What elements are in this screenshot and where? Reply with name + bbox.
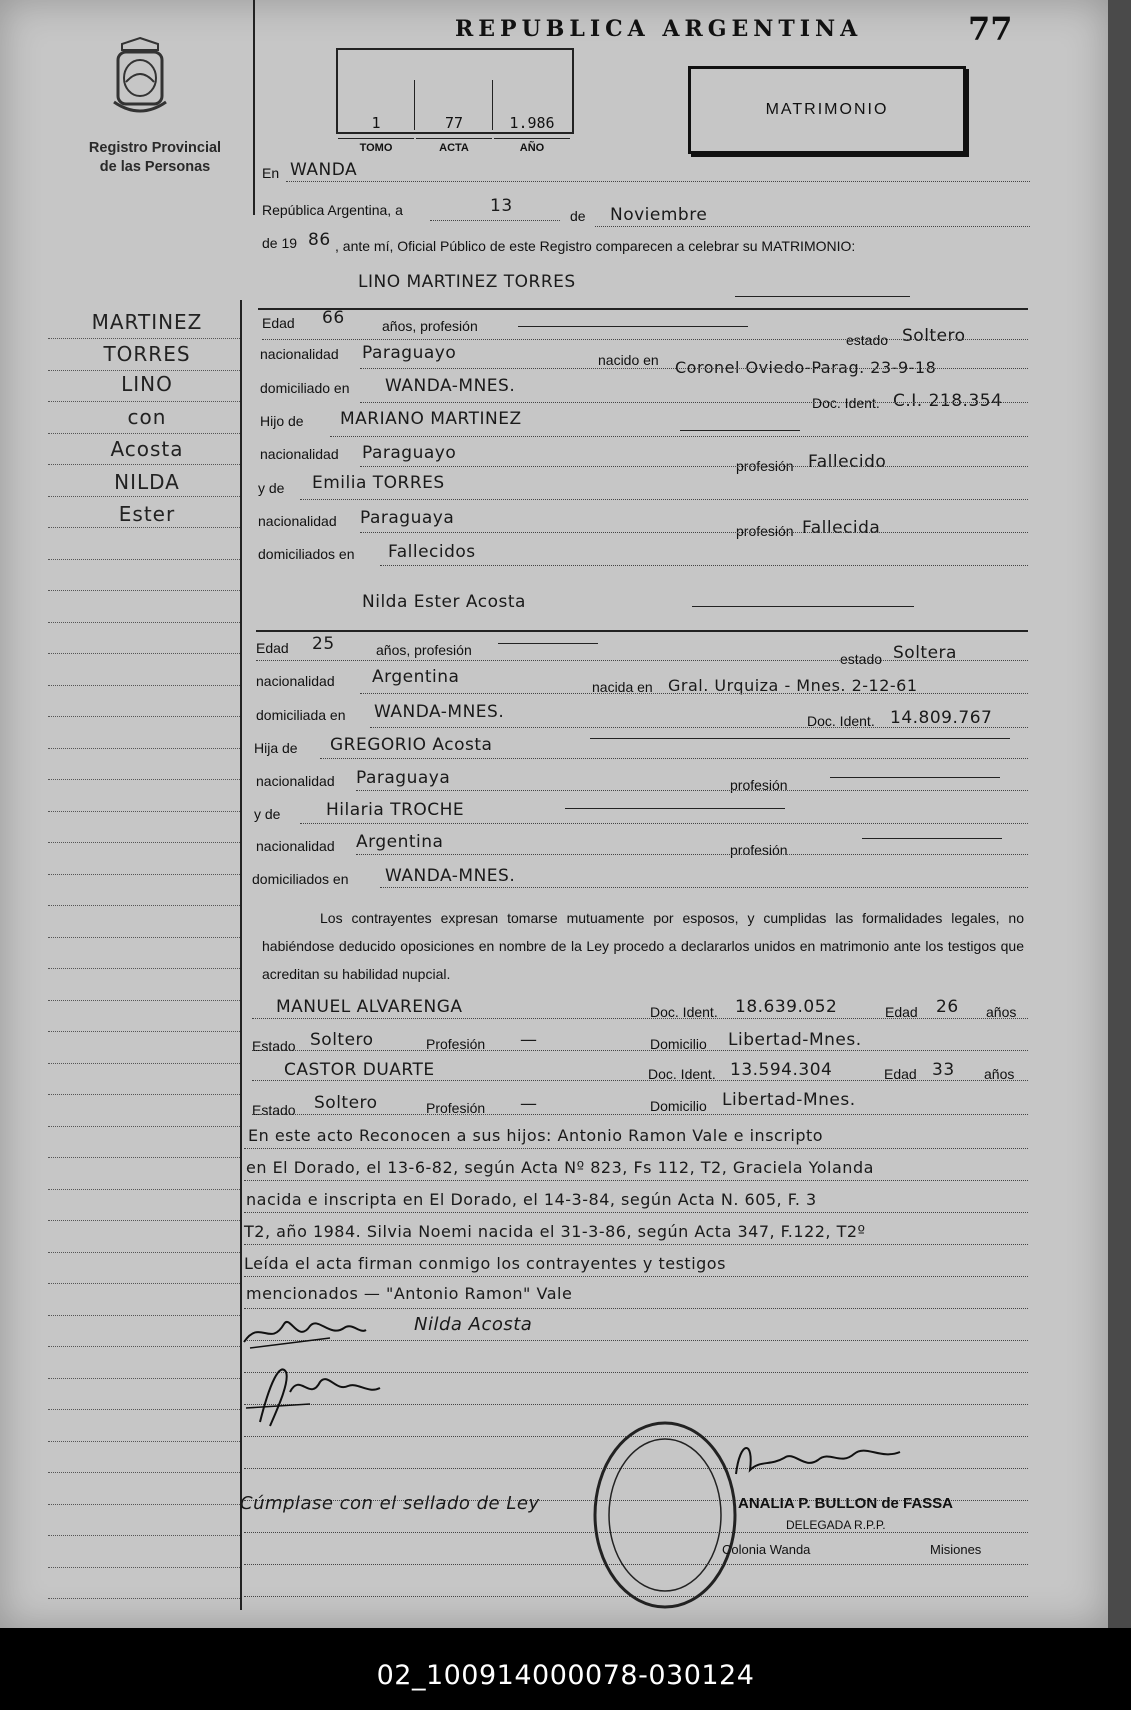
witness-1-estado-label: Estado [252,1038,296,1054]
witness-2-domicilio: Libertad-Mnes. [722,1090,856,1110]
nacida-label: nacida en [592,679,653,695]
official-stamp [590,1418,740,1613]
page-number: 77 [968,10,1013,48]
margin-line [48,937,240,938]
margin-line [48,716,240,717]
margin-name: Acosta [110,437,184,461]
groom-mother: Emilia TORRES [312,473,445,493]
margin-line [48,968,240,969]
margin-line [48,779,240,780]
bride-mother-nationality: Argentina [356,832,444,852]
margin-line [48,496,240,497]
dotted-line [360,466,1028,467]
ano-value: 1.986 [509,114,555,132]
provincial-crest-icon [108,36,172,122]
dotted-line [244,1212,1028,1213]
witness-2-estado: Soltero [314,1093,378,1113]
nacido-label: nacido en [598,352,659,368]
groom-father-nationality: Paraguayo [362,443,457,463]
margin-line [48,590,240,591]
margin-line [48,905,240,906]
margin-line [48,338,240,339]
acta-value: 77 [444,114,464,132]
margin-line [48,1472,240,1473]
groom-mother-profession: Fallecida [802,518,881,538]
dotted-line [244,1180,1028,1181]
dotted-line [262,339,1028,340]
dash-line [498,643,598,644]
day-value: 13 [490,196,513,216]
tomo-value: 1 [371,114,381,132]
dotted-line [360,402,1028,403]
dotted-line [256,660,1028,661]
margin-line [48,1598,240,1599]
margin-line [48,1504,240,1505]
year-prefix: de 19 [262,235,298,251]
dotted-line [370,727,1028,728]
margin-line [48,1409,240,1410]
witness-1-doc-label: Doc. Ident. [650,1004,718,1020]
bride-age: 25 [312,634,335,654]
margin-line [48,1535,240,1536]
dotted-line [356,854,1028,855]
year-suffix: 86 [308,230,331,250]
image-caption: 02_100914000078-030124 [376,1660,755,1691]
margin-line [48,685,240,686]
groom-mother-nationality: Paraguaya [360,508,455,528]
doc-ident-label: Doc. Ident. [807,713,875,729]
witness-1-age: 26 [936,997,959,1017]
registry-line-1: Registro Provincial [88,140,222,156]
margin-line [48,811,240,812]
witness-2-name: CASTOR DUARTE [284,1060,435,1080]
dotted-line [356,790,1028,791]
margin-line [48,1000,240,1001]
document-type-box [688,66,966,154]
dotted-line [286,181,1030,182]
nacionalidad-label: nacionalidad [256,838,335,854]
handwritten-note-line-5: Leída el acta firman conmigo los contrayentes y testigos [244,1254,726,1273]
dotted-line [300,823,1028,824]
handwritten-note-line-2: en El Dorado, el 13-6-82, según Acta Nº 823, Fs 112, T2, Graciela Yolanda [246,1158,874,1177]
margin-line [48,370,240,371]
margin-name: MARTINEZ [91,310,203,334]
profesion-label: profesión [736,458,794,474]
margin-line [48,842,240,843]
margin-line [48,1157,240,1158]
hijo-label: Hijo de [260,413,304,429]
profesion-label: profesión [730,777,788,793]
margin-divider [253,0,255,215]
bride-domicile: WANDA-MNES. [374,702,505,722]
witness-1-domicilio: Libertad-Mnes. [728,1030,862,1050]
official-province: Misiones [930,1542,982,1557]
groom-estado: Soltero [902,326,966,346]
witness-2-doc: 13.594.304 [730,1060,833,1080]
margin-line [48,401,240,402]
witness-2-profesion: — [520,1094,538,1114]
bride-estado: Soltera [893,643,957,663]
dotted-line [252,1114,1028,1115]
compare-text: , ante mí, Oficial Público de este Registro comparecen a celebrar su MATRIMONIO: [335,238,856,254]
dash-line [735,296,910,297]
margin-name: con [127,405,167,429]
acta-label: ACTA [416,138,492,154]
margin-line [48,1346,240,1347]
groom-father-profession: Fallecido [808,452,887,472]
margin-line [48,433,240,434]
margin-line [48,653,240,654]
margin-line [48,874,240,875]
official-title: DELEGADA R.P.P. [786,1518,886,1532]
dotted-line [320,758,1028,759]
groom-father: MARIANO MARTINEZ [340,409,522,429]
bride-name: Nilda Ester Acosta [362,592,526,612]
dash-line [590,738,1010,739]
dotted-line [360,532,1028,533]
margin-line [48,1441,240,1442]
edad-label: Edad [256,640,289,656]
closing-note: Cúmplase con el sellado de Ley [240,1493,540,1514]
anos-profesion-label: años, profesión [376,642,472,658]
bride-father-nationality: Paraguaya [356,768,451,788]
dash-line [692,606,914,607]
witness-1-estado: Soltero [310,1030,374,1050]
margin-line [48,1063,240,1064]
country-title: REPUBLICA ARGENTINA [455,16,863,42]
bride-doc: 14.809.767 [890,708,993,728]
bride-parents-domicile: WANDA-MNES. [385,866,516,886]
margin-line [48,527,240,528]
place-value: WANDA [290,160,358,180]
margin-line [48,1283,240,1284]
witness-signature [240,1352,390,1432]
dotted-line [380,887,1028,888]
nacionalidad-label: nacionalidad [256,673,335,689]
document-type: MATRIMONIO [765,101,889,118]
profesion-label: profesión [736,523,794,539]
witness-1-edad-label: Edad [885,1004,918,1020]
registry-label [70,139,240,177]
anos-profesion-label: años, profesión [382,318,478,334]
de-label: de [570,208,586,224]
nacionalidad-label: nacionalidad [256,773,335,789]
witness-1-profesion-label: Profesión [426,1036,486,1052]
registration-box [336,48,574,154]
dash-line [830,777,1000,778]
witness-1-doc: 18.639.052 [735,997,838,1017]
section-rule [258,308,1028,310]
dotted-line [595,226,1030,227]
dotted-line [360,368,1028,369]
domiciliados-label: domiciliados en [252,871,349,887]
margin-line [48,622,240,623]
groom-domicile: WANDA-MNES. [385,376,516,396]
hija-label: Hija de [254,740,298,756]
witness-1-anos-label: años [986,1004,1017,1020]
dotted-line [430,220,560,221]
en-label: En [262,165,280,181]
margin-line [48,559,240,560]
margin-line [48,1094,240,1095]
section-rule [256,630,1028,632]
tomo-label: TOMO [338,138,414,154]
groom-signature [240,1308,370,1354]
margin-line [48,1315,240,1316]
margin-line [48,1378,240,1379]
margin-line [48,1031,240,1032]
dotted-line [252,1050,1028,1051]
domiciliados-label: domiciliados en [258,546,355,562]
handwritten-note-line-4: T2, año 1984. Silvia Noemi nacida el 31-3-86, según Acta 347, F.122, T2º [244,1222,866,1241]
bride-signature: Nilda Acosta [414,1314,533,1335]
edad-label: Edad [262,315,295,331]
nacionalidad-label: nacionalidad [260,446,339,462]
republica-label: República Argentina, a [262,202,403,218]
margin-name: NILDA [114,470,180,494]
groom-parents-domicile: Fallecidos [388,542,476,562]
ano-cell [494,80,570,154]
margin-line [48,1220,240,1221]
month-value: Noviembre [610,205,708,225]
nacionalidad-label: nacionalidad [260,346,339,362]
y-de-label: y de [258,480,285,496]
official-signature [730,1430,910,1490]
witness-1-name: MANUEL ALVARENGA [276,997,463,1017]
dotted-line [244,1148,1028,1149]
domiciliada-label: domiciliada en [256,707,346,723]
witness-2-estado-label: Estado [252,1102,296,1118]
margin-line [48,748,240,749]
groom-nationality: Paraguayo [362,343,457,363]
handwritten-note-line-6: mencionados — "Antonio Ramon" Vale [246,1284,573,1303]
groom-name: LINO MARTINEZ TORRES [358,272,576,292]
margin-line [48,464,240,465]
dash-line [862,838,1002,839]
witness-2-edad-label: Edad [884,1066,917,1082]
dotted-line [244,1276,1028,1277]
bride-father: GREGORIO Acosta [330,735,493,755]
handwritten-note-line-3: nacida e inscripta en El Dorado, el 14-3-84, según Acta N. 605, F. 3 [246,1190,817,1209]
margin-line [48,1126,240,1127]
bride-nationality: Argentina [372,667,460,687]
doc-ident-label: Doc. Ident. [812,395,880,411]
dash-line [565,808,785,809]
dotted-line [244,1244,1028,1245]
witness-2-domicilio-label: Domicilio [650,1098,707,1114]
margin-line [48,1189,240,1190]
dotted-line [380,565,1028,566]
ano-label: AÑO [494,138,570,154]
witness-1-domicilio-label: Domicilio [650,1036,707,1052]
profesion-label: profesión [730,842,788,858]
registry-line-2: de las Personas [99,159,211,175]
bride-mother: Hilaria TROCHE [326,800,465,820]
margin-line [48,1252,240,1253]
dotted-line [252,1080,1028,1081]
margin-name: Ester [118,502,176,526]
margin-line [48,1567,240,1568]
margin-name: TORRES [103,342,191,366]
tomo-cell [338,80,415,154]
dotted-line [360,693,1028,694]
bride-birthplace: Gral. Urquiza - Mnes. 2-12-61 [668,676,918,695]
dotted-line [252,1018,1028,1019]
witness-2-anos-label: años [984,1066,1015,1082]
acta-cell [416,80,493,154]
dotted-line [330,436,1028,437]
dash-line [680,430,800,431]
groom-birthplace: Coronel Oviedo-Parag. 23-9-18 [675,358,937,377]
estado-label: estado [846,332,889,348]
witness-2-doc-label: Doc. Ident. [648,1066,716,1082]
estado-label: estado [840,651,883,667]
dotted-line [300,499,1028,500]
declaration-text: Los contrayentes expresan tomarse mutuamente por esposos, y cumplidas las formalidades legales, no habiéndose deducido oposiciones en nombre de la Ley procedo a declararlos unidos en matrimonio ante los testigos que acreditan su habilidad nupcial. [262,910,1024,982]
nacionalidad-label: nacionalidad [258,513,337,529]
margin-name: LINO [121,372,173,396]
dash-line [518,326,748,327]
y-de-label: y de [254,806,281,822]
official-name: ANALIA P. BULLON de FASSA [738,1495,954,1512]
witness-1-profesion: — [520,1030,538,1050]
official-location: Colonia Wanda [722,1542,811,1557]
witness-2-age: 33 [932,1060,955,1080]
domiciliado-label: domiciliado en [260,380,350,396]
groom-doc: C.I. 218.354 [893,391,1003,411]
page-edge [1108,0,1131,1660]
handwritten-note-line-1: En este acto Reconocen a sus hijos: Antonio Ramon Vale e inscripto [248,1126,824,1145]
witness-2-profesion-label: Profesión [426,1100,486,1116]
groom-age: 66 [322,308,345,328]
